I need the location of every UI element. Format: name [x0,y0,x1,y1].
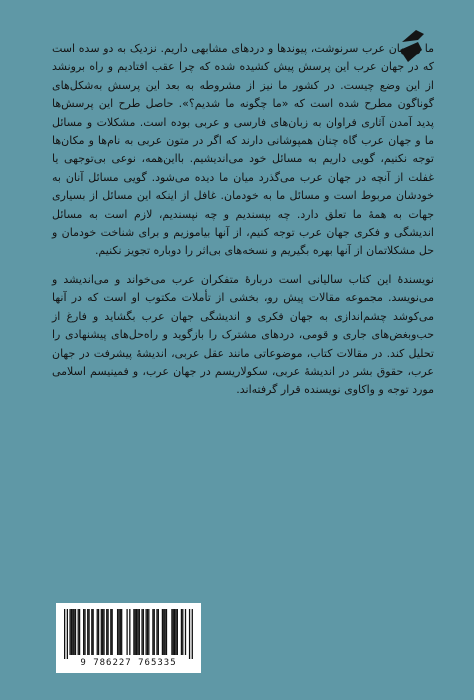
barcode-bar [84,609,85,655]
barcode-bar [147,609,148,655]
barcode-bar [118,609,119,655]
barcode-bar [156,609,157,655]
barcode-bar [145,609,146,655]
barcode-bar [185,609,186,655]
barcode-bar [112,609,113,655]
isbn-barcode [56,603,201,673]
paragraph-about-author: نویسندهٔ این کتاب سالیانی است دربارهٔ متفکران عرب می‌خواند و می‌اندیشد و می‌نویسد. مجموعه مقالات پیش رو، بخشی از تأملات مکتوب او است که در آنها می‌کوشد چشم‌اندازی به جهان فکری و اندیشگی جهان عرب بگشاید و فارغ از حب‌وبغض‌های جاری و قومی، دردهای مشترک را بازگوید و راه‌حل‌های پیشنهادی را تحلیل کند. در مقالات کتاب، موضوعاتی مانند عقل عربی، اندیشهٔ پیشرفت در جهان عرب، حقوق بشر در اندیشهٔ عربی، سکولاریسم در جهان عرب، و فمینیسم اسلامی مورد توجه و واکاوی نویسنده قرار گرفته‌اند. [52,272,434,397]
barcode-bar [69,609,70,655]
barcode-bar [78,609,79,655]
barcode-bar [129,609,130,655]
barcode-bar [141,609,142,655]
paragraph-intro: ما و جهان عرب سرنوشت، پیوندها و دردهای مشابهی داریم. نزدیک به دو سده است که در جهان عرب این پرسش پیش کشیده شده که چرا عقب افتادیم و راه برونشد از این وضع چیست. در کشور ما نیز از مشروطه به بعد این پرسش به‌شکل‌های گوناگون مطرح شده است که «ما چگونه ما شدیم؟». حاصل طرح این پرسش‌ها پدید آمدن آثاری فراوان به زبان‌های فارسی و عربی بوده است. مشکلات و مسائل ما و جهان عرب گاه چنان همپوشانی دارند که اگر در متون عربی به نام‌ها و مکان‌ها توجه نکنیم، گویی داریم به مسائل خود می‌اندیشیم. بااین‌همه، نوعی بی‌توجهی یا غفلت از آنچه در جهان عرب می‌گذرد میان ما دیده می‌شود. گویی مسائل آنان به خودشان مربوط است و مسائل ما به خودمان. غافل از اینکه این مسائل از بسیاری جهات به همهٔ ما تعلق دارد. چه بپسندیم و چه نپسندیم، لازم است به مسائل اندیشگی و فکری جهان عرب توجه کنیم، از آنها بیاموزیم و برای شناخت خودمان و حل مشکلاتمان از آنها بهره بگیریم و نسخه‌های بی‌اثر را دوباره تجویز نکنیم. [52,42,434,258]
barcode-bar [135,609,136,655]
barcode-bar [143,609,144,655]
barcode-bar [107,609,108,655]
barcode-bar [175,609,176,655]
barcode-bar [158,609,159,655]
barcode-bar [121,609,122,655]
description-text [52,40,434,400]
barcode-bar [79,609,80,655]
isbn-number: 9 786227 765335 [80,658,177,668]
barcode-bar [177,609,178,655]
barcode-bar [75,609,76,655]
barcode-bar [189,609,190,659]
barcode-bar [148,609,149,655]
barcode-bar [91,609,92,655]
barcode-bar [181,609,182,655]
barcode-bar [97,609,98,655]
barcode-bar [162,609,163,655]
barcode-bar [192,609,193,659]
barcode-bar [166,609,167,655]
barcode-bar [154,609,155,655]
barcode-bar [137,609,138,655]
barcode-bars [64,609,193,659]
barcode-bar [173,609,174,655]
barcode-bar [93,609,94,655]
barcode-bar [88,609,89,655]
barcode-bar [152,609,153,655]
barcode-bar [102,609,103,655]
barcode-bar [106,609,107,655]
barcode-bar [67,609,68,659]
barcode-bar [74,609,75,655]
barcode-bar [98,609,99,655]
barcode-bar [72,609,73,655]
barcode-bar [139,609,140,655]
barcode-bar [126,609,127,655]
barcode-bar [71,609,72,655]
barcode-bar [163,609,164,655]
barcode-bar [87,609,88,655]
barcode-bar [120,609,121,655]
barcode-bar [103,609,104,655]
barcode-bar [164,609,165,655]
barcode-bar [182,609,183,655]
barcode-bar [83,609,84,655]
barcode-bar [117,609,118,655]
barcode-bar [133,609,134,655]
barcode-bar [64,609,65,659]
barcode-bar [171,609,172,655]
barcode-bar [101,609,102,655]
barcode-bar [174,609,175,655]
barcode-bar [136,609,137,655]
barcode-bar [110,609,111,655]
